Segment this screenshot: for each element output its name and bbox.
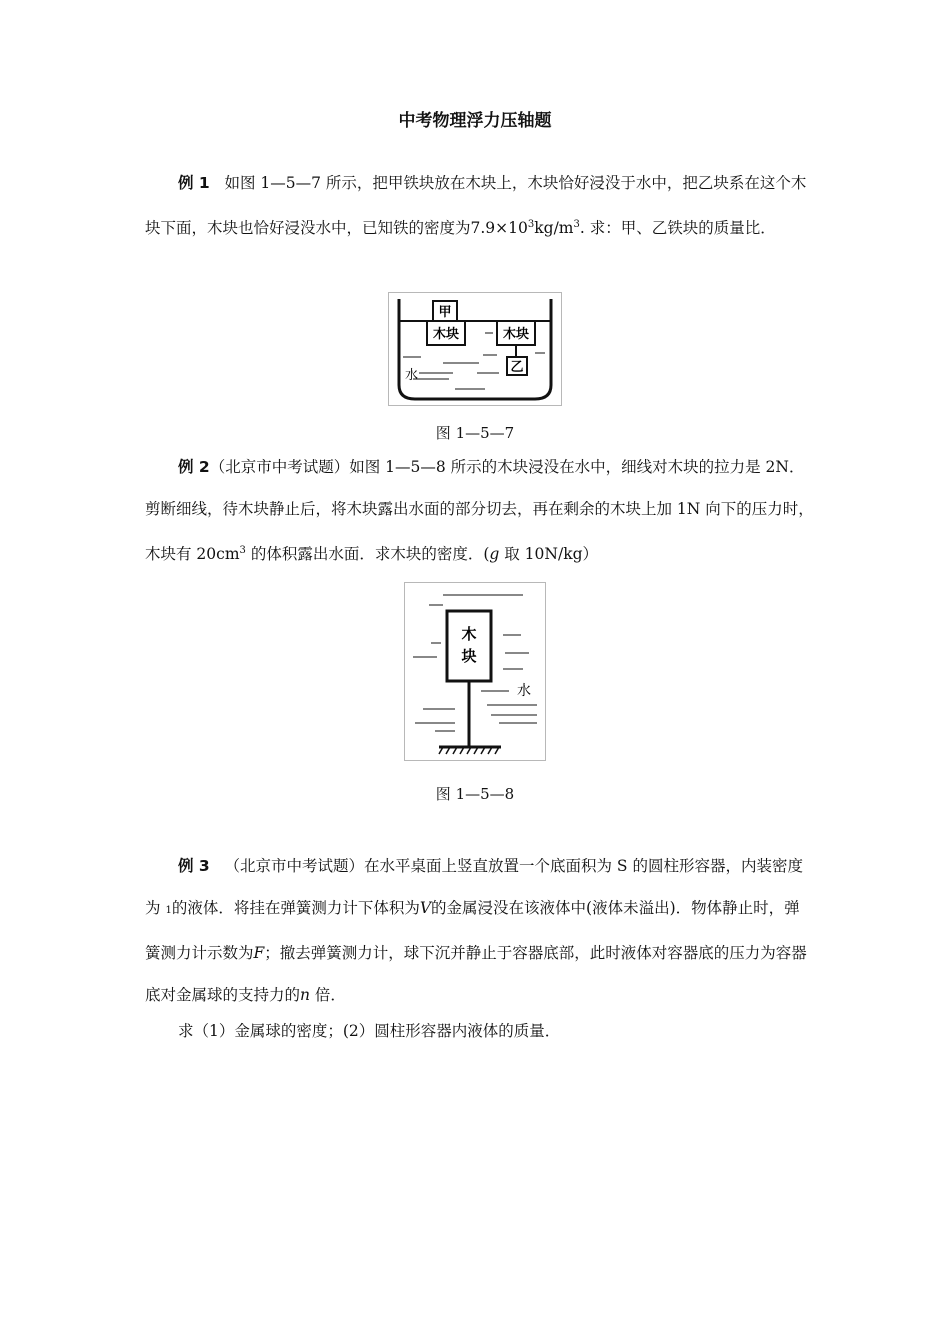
- wood-block-label-2: 块: [461, 647, 477, 665]
- wood-block: [447, 611, 491, 681]
- wood-block-left-label: 木块: [432, 327, 460, 342]
- page-title: 中考物理浮力压轴题: [398, 111, 552, 131]
- water-label: 水: [517, 683, 531, 699]
- yi-label: 乙: [510, 360, 524, 375]
- example-3-question: 求（1）金属球的密度；(2）圆柱形容器内液体的质量．: [178, 1022, 561, 1040]
- example-2-label: 例 2: [178, 458, 210, 476]
- figure-1-5-8: [404, 582, 546, 761]
- figure-1-5-7-caption: 图 1—5—7: [435, 424, 515, 442]
- example-2: 例 2（北京市中考试题）如图 1—5—8 所示的木块浸没在水中，细线对木块的拉力是 2N．剪断细线，待木块静止后，将木块露出水面的部分切去，再在剩余的木块上加 1N 向下的压力时，木块有 $20cm^3$ 的体积露出水面．求木块的密度．(g 取 10N/kg）: [145, 458, 814, 564]
- figure-1-5-7: [388, 292, 562, 406]
- example-1-text: 如图 1—5—7 所示，把甲铁块放在木块上，木块恰好浸没于水中，把乙块系在这个木块下面，木块也恰好浸没水中，已知铁的密度为7.9×10: [145, 174, 807, 238]
- example-3-text: （北京市中考试题）在水平桌面上竖直放置一个底面积为 S 的圆柱形容器，内装密度为: [145, 857, 803, 917]
- water-label: 水: [405, 368, 419, 383]
- jia-label: 甲: [438, 305, 452, 320]
- example-2-text: （北京市中考试题）如图 1—5—8 所示的木块浸没在水中，细线对木块的拉力是 2N．剪断细线，待木块静止后，将木块露出水面的部分切去，再在剩余的木块上加 1N 向下的压力时，木块有 20cm: [145, 458, 814, 564]
- figure-1-5-8-caption: 图 1—5—8: [435, 785, 515, 803]
- example-1-label: 例 1: [178, 174, 210, 192]
- example-3-label: 例 3: [178, 857, 210, 875]
- example-3: 例 3 （北京市中考试题）在水平桌面上竖直放置一个底面积为 S 的圆柱形容器，内装密度为 1的液体．将挂在弹簧测力计下体积为V的金属浸没在该液体中(液体未溢出)．物体静止时，弹簧测力计示数为F；撤去弹簧测力计，球下沉并静止于容器底部，此时液体对容器底的压力为容器底对金属球的支持力的n 倍．: [145, 857, 807, 1004]
- figure-1-5-7-drawing: [389, 293, 561, 405]
- example-1: 例 1 如图 1—5—7 所示，把甲铁块放在木块上，木块恰好浸没于水中，把乙块系在这个木块下面，木块也恰好浸没水中，已知铁的密度为$7.9\times 10^3kg/m^3$. 求：甲、乙铁块的质量比．: [145, 174, 807, 238]
- figure-1-5-8-drawing: [405, 583, 545, 760]
- wood-block-label-1: 木: [461, 625, 477, 643]
- wood-block-right-label: 木块: [502, 327, 530, 342]
